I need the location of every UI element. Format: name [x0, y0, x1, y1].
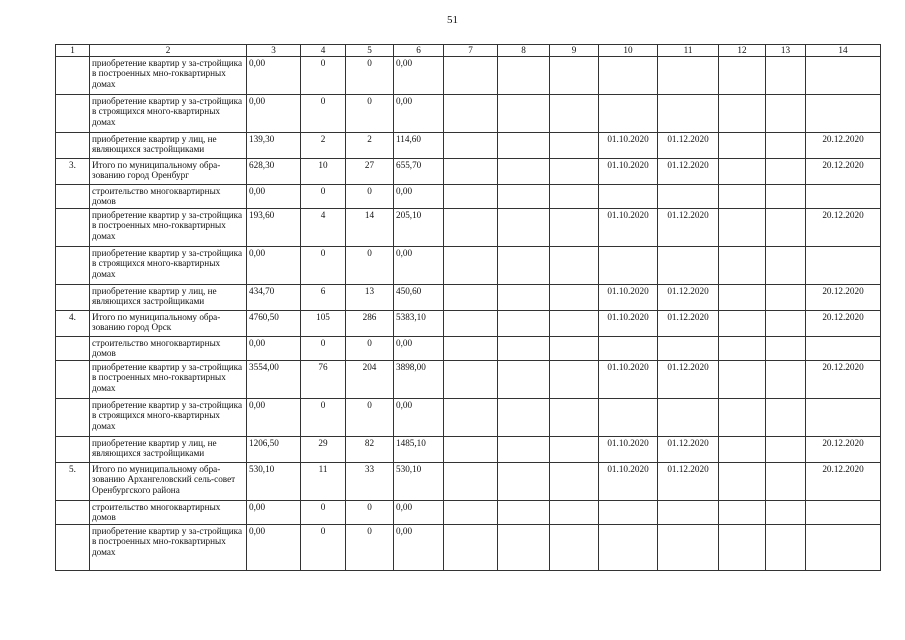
- cell-col-2: приобретение квартир у за-стройщика в построенных мно-гоквартирных домах: [90, 57, 247, 95]
- cell-col-7: [444, 399, 498, 437]
- cell-col-14: [806, 185, 881, 209]
- cell-col-11: 01.12.2020: [658, 361, 719, 399]
- cell-col-7: [444, 247, 498, 285]
- cell-col-9: [550, 399, 599, 437]
- cell-col-5: 2: [346, 133, 394, 159]
- cell-col-6: 450,60: [394, 285, 444, 311]
- cell-col-4: 0: [301, 185, 346, 209]
- cell-col-12: [719, 185, 766, 209]
- cell-col-4: 0: [301, 399, 346, 437]
- column-header-6: 6: [394, 45, 444, 57]
- cell-col-14: 20.12.2020: [806, 437, 881, 463]
- cell-col-9: [550, 209, 599, 247]
- cell-col-1: [56, 437, 90, 463]
- cell-col-12: [719, 361, 766, 399]
- cell-col-3: 193,60: [247, 209, 301, 247]
- cell-col-8: [498, 185, 550, 209]
- cell-col-13: [766, 399, 806, 437]
- cell-col-2: строительство многоквартирных домов: [90, 337, 247, 361]
- cell-col-12: [719, 57, 766, 95]
- cell-col-3: 4760,50: [247, 311, 301, 337]
- cell-col-5: 0: [346, 247, 394, 285]
- cell-col-3: 0,00: [247, 247, 301, 285]
- cell-col-12: [719, 209, 766, 247]
- cell-col-14: 20.12.2020: [806, 285, 881, 311]
- cell-col-11: 01.12.2020: [658, 463, 719, 501]
- cell-col-6: 0,00: [394, 95, 444, 133]
- cell-col-8: [498, 361, 550, 399]
- cell-col-13: [766, 133, 806, 159]
- cell-col-9: [550, 57, 599, 95]
- cell-col-9: [550, 95, 599, 133]
- cell-col-7: [444, 133, 498, 159]
- cell-col-12: [719, 437, 766, 463]
- cell-col-6: 0,00: [394, 525, 444, 571]
- cell-col-10: [599, 337, 658, 361]
- cell-col-11: [658, 337, 719, 361]
- cell-col-4: 0: [301, 247, 346, 285]
- cell-col-14: 20.12.2020: [806, 311, 881, 337]
- cell-col-5: 0: [346, 337, 394, 361]
- cell-col-13: [766, 209, 806, 247]
- cell-col-5: 82: [346, 437, 394, 463]
- cell-col-11: [658, 57, 719, 95]
- table-row: [56, 57, 881, 95]
- cell-col-10: [599, 185, 658, 209]
- cell-col-5: 14: [346, 209, 394, 247]
- cell-col-9: [550, 463, 599, 501]
- cell-col-14: [806, 95, 881, 133]
- column-header-8: 8: [498, 45, 550, 57]
- cell-col-6: 5383,10: [394, 311, 444, 337]
- table-row: [56, 525, 881, 571]
- cell-col-10: [599, 501, 658, 525]
- cell-col-10: 01.10.2020: [599, 437, 658, 463]
- cell-col-12: [719, 463, 766, 501]
- cell-col-12: [719, 501, 766, 525]
- table-row: [56, 437, 881, 463]
- cell-col-14: 20.12.2020: [806, 133, 881, 159]
- cell-col-13: [766, 361, 806, 399]
- cell-col-3: 139,30: [247, 133, 301, 159]
- cell-col-7: [444, 209, 498, 247]
- cell-col-14: [806, 247, 881, 285]
- cell-col-6: 205,10: [394, 209, 444, 247]
- cell-col-7: [444, 285, 498, 311]
- cell-col-13: [766, 501, 806, 525]
- cell-col-11: [658, 399, 719, 437]
- cell-col-13: [766, 247, 806, 285]
- cell-col-3: 3554,00: [247, 361, 301, 399]
- cell-col-1: 4.: [56, 311, 90, 337]
- cell-col-10: 01.10.2020: [599, 133, 658, 159]
- cell-col-10: 01.10.2020: [599, 463, 658, 501]
- cell-col-4: 0: [301, 525, 346, 571]
- table-header: [56, 45, 881, 57]
- column-header-13: 13: [766, 45, 806, 57]
- table-row: [56, 361, 881, 399]
- cell-col-11: [658, 185, 719, 209]
- cell-col-13: [766, 311, 806, 337]
- cell-col-11: 01.12.2020: [658, 285, 719, 311]
- cell-col-4: 76: [301, 361, 346, 399]
- column-header-11: 11: [658, 45, 719, 57]
- cell-col-12: [719, 159, 766, 185]
- cell-col-14: 20.12.2020: [806, 361, 881, 399]
- cell-col-3: 0,00: [247, 185, 301, 209]
- cell-col-7: [444, 437, 498, 463]
- column-header-4: 4: [301, 45, 346, 57]
- cell-col-10: 01.10.2020: [599, 209, 658, 247]
- cell-col-3: 530,10: [247, 463, 301, 501]
- cell-col-1: [56, 95, 90, 133]
- page-number: 51: [447, 14, 458, 26]
- cell-col-6: 1485,10: [394, 437, 444, 463]
- cell-col-8: [498, 399, 550, 437]
- cell-col-2: приобретение квартир у за-стройщика в строящихся много-квартирных домах: [90, 399, 247, 437]
- cell-col-12: [719, 399, 766, 437]
- cell-col-1: [56, 501, 90, 525]
- cell-col-4: 0: [301, 501, 346, 525]
- cell-col-3: 0,00: [247, 501, 301, 525]
- column-header-12: 12: [719, 45, 766, 57]
- cell-col-9: [550, 311, 599, 337]
- cell-col-3: 0,00: [247, 399, 301, 437]
- cell-col-1: [56, 337, 90, 361]
- cell-col-4: 6: [301, 285, 346, 311]
- cell-col-6: 530,10: [394, 463, 444, 501]
- table-row: [56, 399, 881, 437]
- cell-col-2: строительство многоквартирных домов: [90, 185, 247, 209]
- column-header-7: 7: [444, 45, 498, 57]
- cell-col-14: [806, 399, 881, 437]
- cell-col-2: приобретение квартир у лиц, не являющихся застройщиками: [90, 285, 247, 311]
- cell-col-13: [766, 285, 806, 311]
- cell-col-11: [658, 247, 719, 285]
- cell-col-13: [766, 185, 806, 209]
- cell-col-14: [806, 525, 881, 571]
- cell-col-11: 01.12.2020: [658, 209, 719, 247]
- cell-col-14: 20.12.2020: [806, 159, 881, 185]
- cell-col-1: [56, 361, 90, 399]
- cell-col-3: 434,70: [247, 285, 301, 311]
- cell-col-8: [498, 133, 550, 159]
- cell-col-13: [766, 337, 806, 361]
- housing-table: [55, 44, 881, 571]
- cell-col-1: [56, 285, 90, 311]
- cell-col-1: [56, 525, 90, 571]
- cell-col-7: [444, 311, 498, 337]
- column-header-3: 3: [247, 45, 301, 57]
- cell-col-3: 1206,50: [247, 437, 301, 463]
- cell-col-4: 29: [301, 437, 346, 463]
- cell-col-3: 0,00: [247, 95, 301, 133]
- cell-col-14: 20.12.2020: [806, 463, 881, 501]
- cell-col-6: 0,00: [394, 501, 444, 525]
- cell-col-13: [766, 57, 806, 95]
- cell-col-1: [56, 399, 90, 437]
- cell-col-12: [719, 311, 766, 337]
- cell-col-3: 0,00: [247, 337, 301, 361]
- cell-col-8: [498, 311, 550, 337]
- cell-col-12: [719, 525, 766, 571]
- cell-col-7: [444, 185, 498, 209]
- cell-col-4: 2: [301, 133, 346, 159]
- cell-col-12: [719, 337, 766, 361]
- cell-col-6: 655,70: [394, 159, 444, 185]
- table-row: [56, 95, 881, 133]
- table-row: [56, 209, 881, 247]
- table-row: [56, 463, 881, 501]
- cell-col-6: 0,00: [394, 185, 444, 209]
- cell-col-14: [806, 501, 881, 525]
- cell-col-2: Итого по муниципальному обра-зованию город Орск: [90, 311, 247, 337]
- cell-col-2: приобретение квартир у за-стройщика в построенных мно-гоквартирных домах: [90, 525, 247, 571]
- cell-col-13: [766, 95, 806, 133]
- table-row: [56, 501, 881, 525]
- cell-col-7: [444, 95, 498, 133]
- cell-col-9: [550, 133, 599, 159]
- cell-col-13: [766, 159, 806, 185]
- cell-col-11: 01.12.2020: [658, 311, 719, 337]
- cell-col-14: [806, 337, 881, 361]
- cell-col-2: Итого по муниципальному обра-зованию город Оренбург: [90, 159, 247, 185]
- cell-col-10: 01.10.2020: [599, 311, 658, 337]
- table-row: [56, 133, 881, 159]
- cell-col-2: приобретение квартир у лиц, не являющихся застройщиками: [90, 133, 247, 159]
- cell-col-4: 0: [301, 337, 346, 361]
- cell-col-6: 0,00: [394, 337, 444, 361]
- cell-col-14: 20.12.2020: [806, 209, 881, 247]
- column-header-1: 1: [56, 45, 90, 57]
- table-row: [56, 247, 881, 285]
- cell-col-12: [719, 247, 766, 285]
- cell-col-10: [599, 247, 658, 285]
- table-body: [56, 57, 881, 571]
- cell-col-5: 33: [346, 463, 394, 501]
- cell-col-7: [444, 525, 498, 571]
- cell-col-8: [498, 337, 550, 361]
- cell-col-13: [766, 463, 806, 501]
- cell-col-5: 0: [346, 95, 394, 133]
- cell-col-11: 01.12.2020: [658, 437, 719, 463]
- cell-col-5: 0: [346, 525, 394, 571]
- cell-col-8: [498, 501, 550, 525]
- table-row: [56, 285, 881, 311]
- cell-col-10: 01.10.2020: [599, 361, 658, 399]
- cell-col-1: 5.: [56, 463, 90, 501]
- cell-col-9: [550, 437, 599, 463]
- cell-col-1: [56, 185, 90, 209]
- cell-col-9: [550, 185, 599, 209]
- cell-col-10: [599, 57, 658, 95]
- cell-col-10: 01.10.2020: [599, 285, 658, 311]
- cell-col-2: приобретение квартир у за-стройщика в строящихся много-квартирных домах: [90, 247, 247, 285]
- column-header-5: 5: [346, 45, 394, 57]
- cell-col-2: приобретение квартир у за-стройщика в построенных мно-гоквартирных домах: [90, 361, 247, 399]
- cell-col-5: 0: [346, 185, 394, 209]
- cell-col-11: 01.12.2020: [658, 133, 719, 159]
- cell-col-4: 105: [301, 311, 346, 337]
- cell-col-11: [658, 501, 719, 525]
- cell-col-9: [550, 525, 599, 571]
- cell-col-1: 3.: [56, 159, 90, 185]
- cell-col-9: [550, 337, 599, 361]
- cell-col-2: приобретение квартир у за-стройщика в построенных мно-гоквартирных домах: [90, 209, 247, 247]
- column-header-2: 2: [90, 45, 247, 57]
- cell-col-4: 4: [301, 209, 346, 247]
- cell-col-8: [498, 95, 550, 133]
- cell-col-7: [444, 361, 498, 399]
- cell-col-8: [498, 57, 550, 95]
- column-header-9: 9: [550, 45, 599, 57]
- cell-col-5: 0: [346, 399, 394, 437]
- cell-col-6: 0,00: [394, 399, 444, 437]
- cell-col-5: 27: [346, 159, 394, 185]
- cell-col-10: 01.10.2020: [599, 159, 658, 185]
- table-row: [56, 311, 881, 337]
- cell-col-6: 3898,00: [394, 361, 444, 399]
- cell-col-8: [498, 437, 550, 463]
- table-row: [56, 185, 881, 209]
- cell-col-3: 0,00: [247, 57, 301, 95]
- cell-col-7: [444, 57, 498, 95]
- cell-col-9: [550, 285, 599, 311]
- cell-col-4: 11: [301, 463, 346, 501]
- cell-col-14: [806, 57, 881, 95]
- cell-col-13: [766, 437, 806, 463]
- cell-col-8: [498, 247, 550, 285]
- column-header-14: 14: [806, 45, 881, 57]
- cell-col-3: 0,00: [247, 525, 301, 571]
- cell-col-4: 10: [301, 159, 346, 185]
- cell-col-8: [498, 463, 550, 501]
- table-row: [56, 159, 881, 185]
- cell-col-3: 628,30: [247, 159, 301, 185]
- cell-col-2: приобретение квартир у за-стройщика в строящихся много-квартирных домах: [90, 95, 247, 133]
- cell-col-2: строительство многоквартирных домов: [90, 501, 247, 525]
- cell-col-1: [56, 133, 90, 159]
- cell-col-4: 0: [301, 57, 346, 95]
- cell-col-8: [498, 209, 550, 247]
- cell-col-4: 0: [301, 95, 346, 133]
- cell-col-7: [444, 159, 498, 185]
- cell-col-13: [766, 525, 806, 571]
- cell-col-8: [498, 525, 550, 571]
- cell-col-11: 01.12.2020: [658, 159, 719, 185]
- cell-col-10: [599, 525, 658, 571]
- cell-col-1: [56, 209, 90, 247]
- cell-col-7: [444, 501, 498, 525]
- cell-col-11: [658, 95, 719, 133]
- cell-col-5: 0: [346, 501, 394, 525]
- cell-col-6: 0,00: [394, 247, 444, 285]
- cell-col-12: [719, 285, 766, 311]
- cell-col-5: 13: [346, 285, 394, 311]
- cell-col-12: [719, 95, 766, 133]
- cell-col-9: [550, 159, 599, 185]
- cell-col-10: [599, 399, 658, 437]
- cell-col-7: [444, 337, 498, 361]
- cell-col-6: 0,00: [394, 57, 444, 95]
- cell-col-1: [56, 247, 90, 285]
- cell-col-6: 114,60: [394, 133, 444, 159]
- cell-col-9: [550, 361, 599, 399]
- cell-col-9: [550, 501, 599, 525]
- cell-col-5: 0: [346, 57, 394, 95]
- cell-col-9: [550, 247, 599, 285]
- cell-col-5: 204: [346, 361, 394, 399]
- cell-col-2: Итого по муниципальному обра-зованию Архангеловский сель-совет Оренбургского района: [90, 463, 247, 501]
- cell-col-8: [498, 159, 550, 185]
- cell-col-1: [56, 57, 90, 95]
- column-header-10: 10: [599, 45, 658, 57]
- cell-col-5: 286: [346, 311, 394, 337]
- cell-col-12: [719, 133, 766, 159]
- cell-col-10: [599, 95, 658, 133]
- cell-col-2: приобретение квартир у лиц, не являющихся застройщиками: [90, 437, 247, 463]
- table-row: [56, 337, 881, 361]
- cell-col-7: [444, 463, 498, 501]
- cell-col-11: [658, 525, 719, 571]
- cell-col-8: [498, 285, 550, 311]
